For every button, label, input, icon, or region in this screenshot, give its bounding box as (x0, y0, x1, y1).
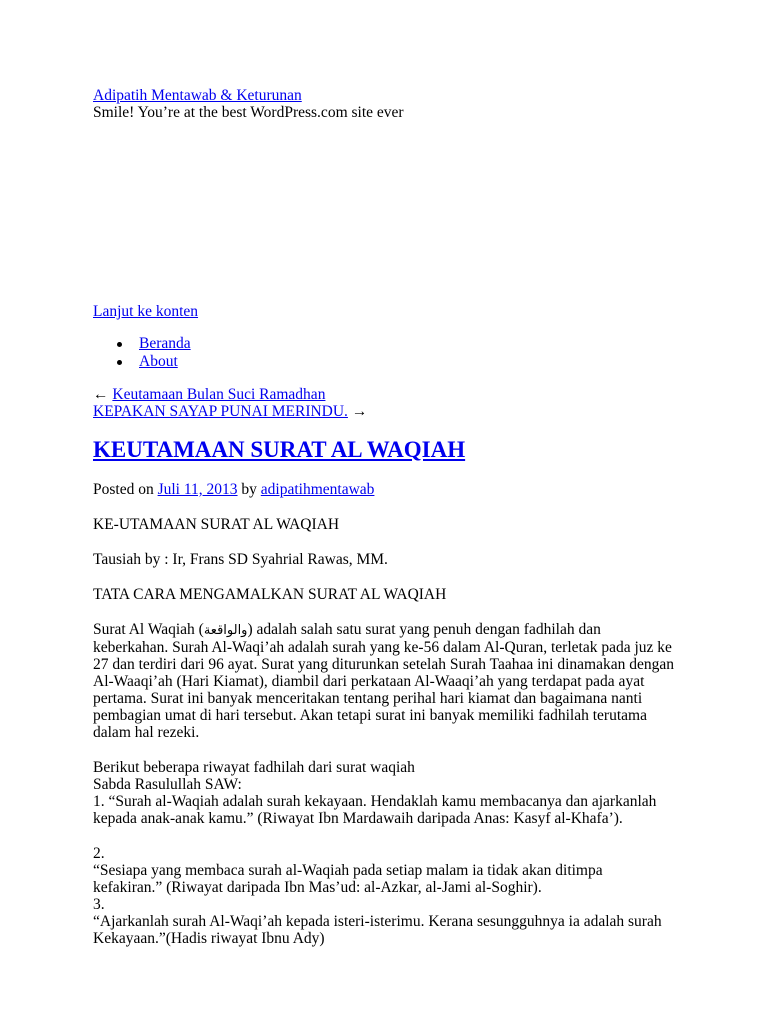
riwayat-intro: Berikut beberapa riwayat fadhilah dari surat waqiah (93, 759, 415, 776)
hadith-item-3-line: “Ajarkanlah surah Al-Waqi’ah kepada isteri-isterimu. Kerana sesungguhnya ia adalah surah (93, 913, 662, 930)
previous-post-link[interactable]: Keutamaan Bulan Suci Ramadhan (112, 386, 326, 403)
intro-first-line: Surat Al Waqiah (والواقعة) adalah salah satu surat yang penuh dengan fadhilah dan (93, 621, 601, 638)
intro-line: 27 dan terdiri dari 96 ayat. Surat yang diturunkan setelah Surah Taahaa ini dinamakan dengan (93, 656, 674, 673)
hadith-item-1-line: 1. “Surah al-Waqiah adalah surah kekayaan. Hendaklah kamu membacanya dan ajarkanlah (93, 793, 657, 810)
menu-item-beranda (93, 335, 191, 353)
menu-link-about[interactable]: About (139, 353, 178, 370)
post-date-link[interactable]: Juli 11, 2013 (157, 481, 238, 498)
heading-tata-cara: TATA CARA MENGAMALKAN SURAT AL WAQIAH (93, 586, 447, 603)
arabic-text: والواقعة (203, 623, 248, 638)
menu-item-about (93, 353, 191, 371)
intro-line: keberkahan. Surah Al-Waqi’ah adalah surah yang ke-56 dalam Al-Quran, terletak pada juz ke (93, 639, 672, 656)
hadith-item-2-line: kefakiran.” (Riwayat daripada Ibn Mas’ud: al-Azkar, al-Jami al-Soghir). (93, 879, 542, 896)
post-title-link[interactable]: KEUTAMAAN SURAT AL WAQIAH (93, 437, 466, 462)
right-arrow-icon: → (351, 403, 368, 420)
hadith-item-2-line: “Sesiapa yang membaca surah al-Waqiah pada setiap malam ia tidak akan ditimpa (93, 862, 603, 879)
bullet-icon (117, 342, 122, 347)
by-label: by (241, 481, 257, 498)
tausiah-line: Tausiah by : Ir, Frans SD Syahrial Rawas, MM. (93, 551, 388, 568)
intro-line: Al-Waaqi’ah (Hari Kiamat), diambil dari perkataan Al-Waaqi’ah yang terdapat pada ayat (93, 673, 645, 690)
intro-line: dalam hal rezeki. (93, 724, 200, 741)
nav-next (93, 403, 367, 420)
menu-link-beranda[interactable]: Beranda (139, 335, 191, 352)
site-header (93, 87, 713, 121)
hadith-item-1-line: kepada anak-anak kamu.” (Riwayat Ibn Mardawaih daripada Anas: Kasyf al-Khafa’). (93, 810, 623, 827)
sabda-line: Sabda Rasulullah SAW: (93, 776, 242, 793)
intro-line: pembagian umat di hari tersebut. Akan tetapi surat ini banyak memiliki fadhilah terutama (93, 707, 647, 724)
bullet-icon (117, 360, 122, 365)
hadith-item-2-number: 2. (93, 845, 105, 862)
intro-line: pertama. Surat ini banyak menceritakan tentang perihal hari kiamat dan bagaimana nanti (93, 690, 643, 707)
post-navigation (93, 386, 367, 420)
site-tagline: Smile! You’re at the best WordPress.com site ever (93, 104, 404, 121)
next-post-link[interactable]: KEPAKAN SAYAP PUNAI MERINDU. (93, 403, 348, 420)
left-arrow-icon: ← (93, 386, 109, 403)
main-menu (93, 335, 191, 371)
nav-previous (93, 386, 367, 403)
post-title (93, 436, 465, 464)
post-meta (93, 481, 713, 498)
hadith-item-3-number: 3. (93, 896, 105, 913)
post-content (93, 481, 713, 947)
posted-on-label: Posted on (93, 481, 154, 498)
heading-keutamaan: KE-UTAMAAN SURAT AL WAQIAH (93, 516, 340, 533)
skip-to-content-link[interactable]: Lanjut ke konten (93, 303, 199, 320)
post-author-link[interactable]: adipatihmentawab (260, 481, 375, 498)
intro-paragraph (93, 621, 713, 741)
hadith-item-3-line: Kekayaan.”(Hadis riwayat Ibnu Ady) (93, 930, 325, 947)
site-title-link[interactable]: Adipatih Mentawab & Keturunan (93, 87, 302, 104)
